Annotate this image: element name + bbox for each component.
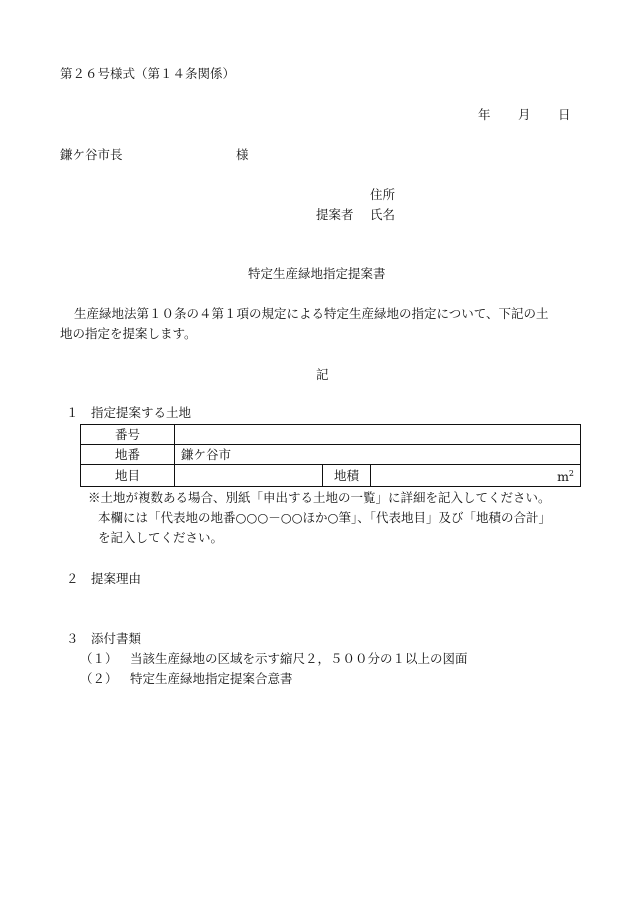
attachment-2-text: 特定生産緑地指定提案合意書 (130, 671, 293, 686)
body-text-line-2: 地の指定を提案します。 (60, 326, 197, 341)
date-month-label: 月 (518, 107, 531, 122)
date-year-label: 年 (478, 107, 491, 122)
form-number: 第２６号様式（第１４条関係） (60, 66, 236, 81)
parcel-number-value: 鎌ケ谷市 (175, 445, 581, 465)
lot-number-label: 番号 (81, 425, 175, 445)
land-table (80, 424, 581, 487)
attachment-1-text: 当該生産緑地の区域を示す縮尺２，５００分の１以上の図面 (130, 651, 468, 666)
table-row (81, 445, 581, 465)
proposer-address-label: 住所 (370, 187, 396, 202)
date-day-label: 日 (558, 107, 571, 122)
addressee-name: 鎌ケ谷市長 (60, 147, 123, 162)
document-title: 特定生産緑地指定提案書 (248, 266, 386, 281)
table-row (81, 425, 581, 445)
attachment-1-number: （１） (80, 651, 118, 666)
area-unit: m (557, 469, 569, 484)
note-line-3: を記入してください。 (98, 530, 224, 545)
parcel-number-label: 地番 (81, 445, 175, 465)
addressee-honorific: 様 (236, 147, 249, 162)
ki-heading: 記 (316, 367, 329, 382)
section-1-title: １ 指定提案する土地 (66, 405, 192, 420)
area-value-cell (371, 465, 581, 487)
land-category-value (175, 465, 323, 487)
table-row (81, 465, 581, 487)
note-line-2: 本欄には「代表地の地番○○○－○○ほか○筆」、「代表地目」及び「地積の合計」 (98, 510, 551, 525)
area-label: 地積 (323, 465, 371, 487)
proposer-name-label: 氏名 (370, 207, 396, 222)
section-3-title: ３ 添付書類 (66, 631, 142, 646)
lot-number-value (175, 425, 581, 445)
body-text-line-1: 生産緑地法第１０条の４第１項の規定による特定生産緑地の指定について、下記の土 (74, 306, 549, 321)
section-2-title: ２ 提案理由 (66, 571, 142, 586)
note-line-1: ※土地が複数ある場合、別紙「申出する土地の一覧」に詳細を記入してください。 (88, 490, 551, 505)
proposer-role-label: 提案者 (316, 207, 354, 222)
attachment-2-number: （２） (80, 671, 118, 686)
land-category-label: 地目 (81, 465, 175, 487)
area-unit-superscript: 2 (568, 469, 575, 478)
